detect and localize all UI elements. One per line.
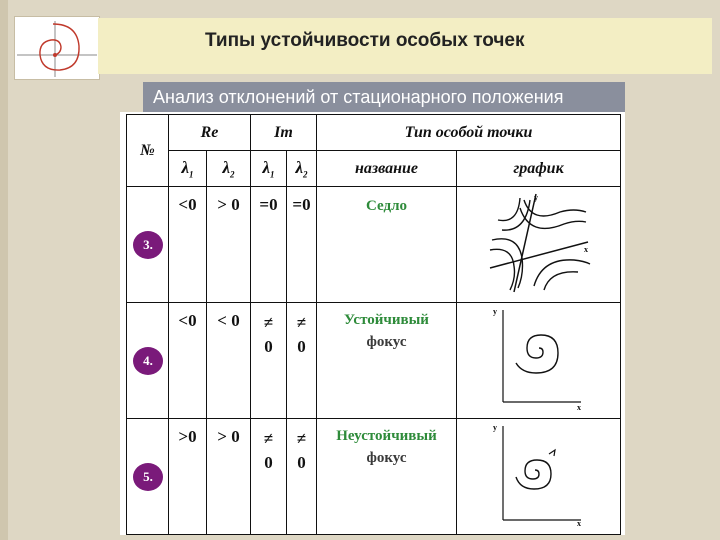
- header-name: название: [317, 151, 457, 187]
- graph-cell: [457, 187, 621, 303]
- type-name-line: Седло: [366, 198, 407, 214]
- type-name: [317, 419, 457, 535]
- im-lambda2: ≠ 0: [287, 303, 317, 419]
- im-lambda2: =0: [287, 187, 317, 303]
- svg-text:y: y: [533, 192, 538, 202]
- table-row: [127, 187, 621, 303]
- type-name: [317, 187, 457, 303]
- type-name-line: фокус: [366, 334, 407, 350]
- slide-subtitle: Анализ отклонений от стационарного положения: [143, 82, 625, 112]
- stable-focus-spiral-icon: [489, 304, 589, 412]
- type-name: [317, 303, 457, 419]
- type-name-line: Устойчивый: [344, 312, 429, 328]
- header-lambda-1-im: $\lambda_1$: [251, 151, 287, 187]
- document-image: [120, 112, 625, 535]
- table-row: [127, 303, 621, 419]
- row-number-cell: [127, 419, 169, 535]
- type-name-line: Неустойчивый: [336, 428, 437, 444]
- header-number: №: [127, 115, 169, 187]
- svg-text:x: x: [576, 519, 581, 528]
- row-number-cell: [127, 187, 169, 303]
- im-lambda2: ≠ 0: [287, 419, 317, 535]
- svg-text:x: x: [583, 244, 588, 254]
- header-lambda-1: $\lambda_1$: [169, 151, 207, 187]
- row-number-badge: 3.: [133, 231, 163, 259]
- table-row: [127, 419, 621, 535]
- svg-text:x: x: [576, 403, 581, 412]
- row-number-badge: 4.: [133, 347, 163, 375]
- graph-cell: [457, 419, 621, 535]
- row-number-badge: 5.: [133, 463, 163, 491]
- header-lambda-2: $\lambda_2$: [207, 151, 251, 187]
- re-lambda1: <0: [169, 303, 207, 419]
- unstable-focus-spiral-icon: [489, 420, 589, 528]
- stability-table: [126, 114, 621, 535]
- header-logo-box: [14, 16, 100, 80]
- slide-border: [0, 0, 8, 540]
- re-lambda2: < 0: [207, 303, 251, 419]
- im-lambda1: =0: [251, 187, 287, 303]
- graph-cell: [457, 303, 621, 419]
- header-type: Тип особой точки: [317, 115, 621, 151]
- im-lambda1: ≠ 0: [251, 419, 287, 535]
- re-lambda2: > 0: [207, 187, 251, 303]
- spiral-logo-icon: [15, 17, 99, 79]
- header-graph: график: [457, 151, 621, 187]
- re-lambda1: <0: [169, 187, 207, 303]
- header-im: Im: [251, 115, 317, 151]
- re-lambda1: >0: [169, 419, 207, 535]
- re-lambda2: > 0: [207, 419, 251, 535]
- header-lambda-2-im: $\lambda_2$: [287, 151, 317, 187]
- svg-text:y: y: [492, 307, 497, 316]
- type-name-line: фокус: [366, 450, 407, 466]
- row-number-cell: [127, 303, 169, 419]
- im-lambda1: ≠ 0: [251, 303, 287, 419]
- svg-text:y: y: [492, 423, 497, 432]
- saddle-phase-portrait-icon: [484, 190, 594, 295]
- header-re: Re: [169, 115, 251, 151]
- slide-title: Типы устойчивости особых точек: [205, 30, 525, 51]
